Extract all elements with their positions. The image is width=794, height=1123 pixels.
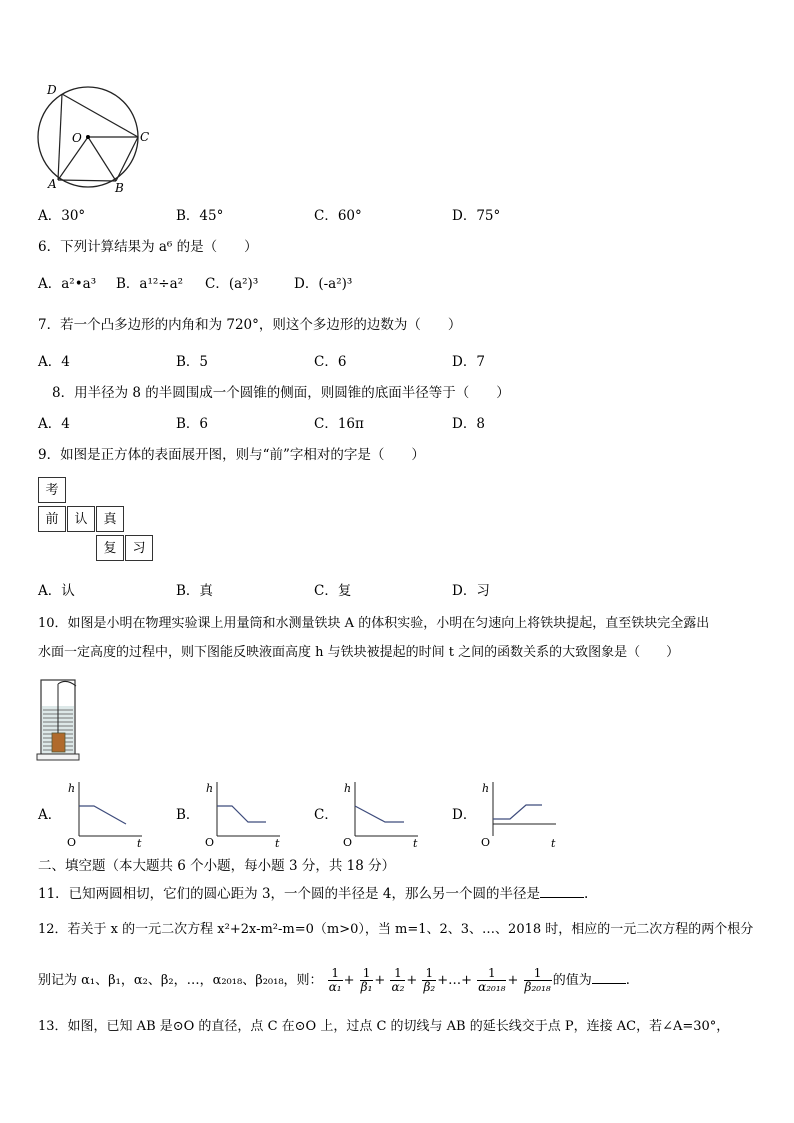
- q11-end: .: [583, 886, 589, 902]
- q13-stem: 13．如图，已知 AB 是⊙O 的直径，点 C 在⊙O 上，过点 C 的切线与 AB 的延长线交于点 P，连接 AC，若∠A=30°，: [38, 1019, 730, 1034]
- q5-label-c: C: [140, 130, 150, 144]
- q5-label-o: O: [72, 131, 82, 145]
- q12-frac-4: $\frac{1}{\text{β₂}}$: [423, 966, 436, 994]
- q5-label-d: D: [47, 83, 57, 97]
- q12-plus-2: +: [374, 973, 386, 988]
- q10-graph-c-o: O: [343, 836, 353, 849]
- q12-prefix: 别记为 α₁、β₁，α₂、β₂，…，α₂₀₁₈、β₂₀₁₈，则：: [38, 973, 323, 988]
- q5-center-dot: [86, 135, 90, 139]
- q12-suffix: 的值为: [552, 973, 592, 988]
- q8-option-a: A．4: [38, 416, 70, 432]
- q5-label-b: B: [115, 181, 124, 194]
- q10-graph-a-t: t: [137, 837, 142, 850]
- q10-graph-b-curve: [217, 806, 266, 822]
- q5-option-a: A．30°: [38, 208, 86, 224]
- q10-graph-a-h: h: [68, 782, 76, 795]
- q9-cell-fu: 复: [96, 535, 124, 561]
- q10-graph-b-label: B．: [176, 807, 200, 823]
- q10-graph-b-o: O: [205, 836, 215, 849]
- q10-graph-c: [338, 776, 424, 852]
- q10-graph-d-label: D．: [452, 807, 477, 823]
- q10-graph-c-label: C．: [314, 807, 338, 823]
- q10-iron-block: [52, 733, 65, 752]
- q12-frac-5: $\frac{1}{\text{α₂₀₁₈}}$: [478, 966, 506, 994]
- q9-option-d: D．习: [452, 583, 490, 599]
- q12-plus-3: +: [406, 973, 418, 988]
- q8-option-c: C．16π: [314, 416, 364, 432]
- q12-frac-1: $\frac{1}{\text{α₁}}$: [328, 966, 342, 994]
- q7-option-a: A．4: [38, 354, 70, 370]
- q12-blank[interactable]: [592, 983, 626, 984]
- q6-option-a: A．a²•a³: [38, 276, 97, 292]
- q5-circle-figure: [34, 82, 154, 194]
- q9-option-b: B．真: [176, 583, 213, 599]
- q9-option-c: C．复: [314, 583, 352, 599]
- q12-end: .: [625, 973, 630, 988]
- q10-graph-d: [476, 776, 562, 852]
- q12-ellipsis: +…+: [437, 973, 472, 988]
- q12-frac-6: $\frac{1}{\text{β₂₀₁₈}}$: [524, 966, 551, 994]
- q12-line1: 12．若关于 x 的一元二次方程 x²+2x-m²-m=0（m>0），当 m=1、2、3、…、2018 时，相应的一元二次方程的两个根分: [38, 922, 754, 937]
- q10-graph-c-curve: [355, 806, 404, 822]
- q9-cell-zhen: 真: [96, 506, 124, 532]
- q10-graph-b-h: h: [206, 782, 214, 795]
- q9-stem: 9．如图是正方体的表面展开图，则与“前”字相对的字是（ ）: [38, 447, 425, 463]
- q10-graph-d-o: O: [481, 836, 491, 849]
- q11-blank[interactable]: [540, 897, 584, 898]
- q12-frac-2: $\frac{1}{\text{β₁}}$: [360, 966, 373, 994]
- q9-cube-net: [38, 477, 158, 567]
- q10-stem-line2: 水面一定高度的过程中，则下图能反映液面高度 h 与铁块被提起的时间 t 之间的函数关系的大致图象是（ ）: [38, 645, 680, 660]
- q7-option-b: B．5: [176, 354, 209, 370]
- q10-graph-a-o: O: [67, 836, 77, 849]
- q10-graph-d-h: h: [482, 782, 490, 795]
- q6-option-b: B．a¹²÷a²: [116, 276, 184, 292]
- q12-plus-4: +: [507, 973, 519, 988]
- q10-graph-a-curve: [79, 806, 126, 824]
- q7-option-c: C．6: [314, 354, 347, 370]
- q10-stem-line1: 10．如图是小明在物理实验课上用量筒和水测量铁块 A 的体积实验，小明在匀速向上将铁块提起，直至铁块完全露出: [38, 616, 710, 631]
- q8-stem: 8．用半径为 8 的半圆围成一个圆锥的侧面，则圆锥的底面半径等于（ ）: [52, 385, 510, 401]
- q6-stem: 6．下列计算结果为 a⁶ 的是（ ）: [38, 239, 258, 255]
- q10-graph-a: [62, 776, 148, 852]
- q6-option-d: D．(-a²)³: [294, 276, 353, 292]
- q8-option-d: D．8: [452, 416, 485, 432]
- q9-option-a: A．认: [38, 583, 75, 599]
- section2-title: 二、填空题（本大题共 6 个小题，每小题 3 分，共 18 分）: [38, 858, 396, 874]
- q6-option-c: C．(a²)³: [205, 276, 259, 292]
- q10-graph-a-label: A．: [38, 807, 62, 823]
- q10-graph-c-t: t: [413, 837, 418, 850]
- q9-cell-ren: 认: [67, 506, 95, 532]
- q10-cylinder-base: [37, 754, 79, 760]
- q5-option-c: C．60°: [314, 208, 362, 224]
- q10-graph-b-t: t: [275, 837, 280, 850]
- q12-frac-3: $\frac{1}{\text{α₂}}$: [391, 966, 405, 994]
- q10-graph-c-h: h: [344, 782, 352, 795]
- q9-cell-kao: 考: [38, 477, 66, 503]
- q12-line2: [38, 962, 630, 1000]
- q7-option-d: D．7: [452, 354, 485, 370]
- q8-option-b: B．6: [176, 416, 209, 432]
- q10-graph-d-t: t: [551, 837, 556, 850]
- q10-cylinder-figure: [36, 676, 96, 766]
- q10-graph-d-curve: [493, 805, 542, 819]
- q5-option-d: D．75°: [452, 208, 501, 224]
- q9-cell-xi: 习: [125, 535, 153, 561]
- q11-stem: 11．已知两圆相切，它们的圆心距为 3，一个圆的半径是 4，那么另一个圆的半径是: [38, 886, 540, 902]
- q12-plus-1: +: [343, 973, 355, 988]
- q7-stem: 7．若一个凸多边形的内角和为 720°，则这个多边形的边数为（ ）: [38, 317, 462, 333]
- q5-option-b: B．45°: [176, 208, 224, 224]
- q9-cell-qian: 前: [38, 506, 66, 532]
- q10-graph-b: [200, 776, 286, 852]
- q11-line: [38, 885, 588, 903]
- q5-label-a: A: [48, 177, 57, 191]
